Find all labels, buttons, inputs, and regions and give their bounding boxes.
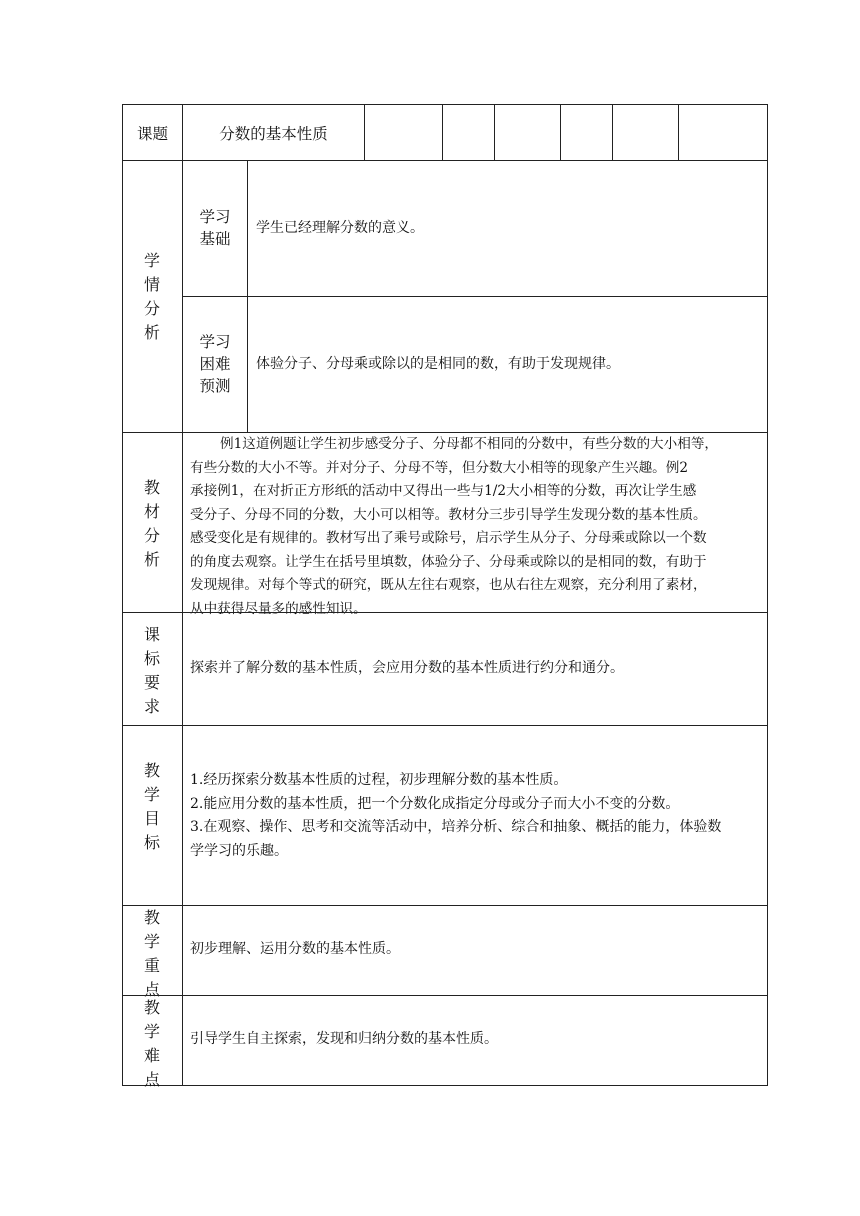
label-char: 学 <box>143 1022 160 1041</box>
textbook-analysis-label <box>142 476 162 572</box>
learning-difficulty-label <box>182 331 248 397</box>
header-empty-cell <box>560 104 613 161</box>
text-line: 有些分数的大小不等。并对分子、分母不等，但分数大小相等的现象产生兴趣。例2 <box>190 459 689 476</box>
curriculum-standard-label <box>142 623 162 719</box>
label-char: 情 <box>143 275 160 294</box>
label-char: 学 <box>143 785 160 804</box>
curriculum-standard-text: 探索并了解分数的基本性质，会应用分数的基本性质进行约分和通分。 <box>190 660 624 676</box>
label-char: 标 <box>143 833 160 852</box>
objective-line: 学学习的乐趣。 <box>190 842 288 859</box>
label-char: 教 <box>143 761 160 780</box>
text-line: 承接例1，在对折正方形纸的活动中又得出一些与1/2大小相等的分数，再次让学生感 <box>190 483 697 499</box>
label-char: 点 <box>143 980 160 999</box>
teaching-objectives-text <box>190 769 764 863</box>
label-char: 目 <box>143 809 160 828</box>
header-empty-cell <box>678 104 768 161</box>
header-empty-cell <box>364 104 443 161</box>
objective-line: 2.能应用分数的基本性质，把一个分数化成指定分母或分子而大小不变的分数。 <box>190 795 680 812</box>
label-char: 材 <box>143 502 160 521</box>
label-char: 学 <box>143 251 160 270</box>
label-char: 标 <box>143 649 160 668</box>
text-line: 发现规律。对每个等式的研究，既从左往右观察，也从右往左观察，充分利用了素材， <box>190 577 707 593</box>
header-empty-cell <box>442 104 495 161</box>
text-line: 受分子、分母不同的分数，大小可以相等。教材分三步引导学生发现分数的基本性质。 <box>190 506 707 523</box>
label-char: 教 <box>143 478 160 497</box>
label-char: 教 <box>143 998 160 1017</box>
teaching-focus-label <box>142 906 162 1002</box>
label-line: 学习 <box>199 208 231 226</box>
teaching-difficulty-text: 引导学生自主探索，发现和归纳分数的基本性质。 <box>190 1031 498 1047</box>
learning-basis-label <box>182 206 248 250</box>
label-line: 学习 <box>199 333 231 351</box>
header-empty-cell <box>612 104 679 161</box>
label-char: 分 <box>143 526 160 545</box>
label-char: 点 <box>143 1070 160 1089</box>
label-char: 分 <box>143 299 160 318</box>
text-line: 感受变化是有规律的。教材写出了乘号或除号，启示学生从分子、分母乘或除以一个数 <box>190 530 707 546</box>
learning-difficulty-text: 体验分子、分母乘或除以的是相同的数，有助于发现规律。 <box>256 356 620 372</box>
text-line: 的角度去观察。让学生在括号里填数，体验分子、分母乘或除以的是相同的数，有助于 <box>190 553 707 570</box>
objective-line: 3.在观察、操作、思考和交流等活动中，培养分析、综合和抽象、概括的能力，体验数 <box>190 819 722 835</box>
label-char: 难 <box>143 1046 160 1065</box>
text-line: 从中获得尽量多的感性知识。 <box>190 600 367 617</box>
label-line: 困难 <box>199 355 231 373</box>
header-label: 课题 <box>136 125 168 143</box>
label-char: 析 <box>143 550 160 569</box>
text-line: 例1这道例题让学生初步感受分子、分母都不相同的分数中，有些分数的大小相等， <box>220 436 719 452</box>
label-char: 课 <box>143 625 160 644</box>
learning-analysis-label <box>142 249 162 345</box>
textbook-analysis-text <box>190 433 764 621</box>
label-char: 要 <box>143 673 160 692</box>
teaching-focus-text: 初步理解、运用分数的基本性质。 <box>190 941 400 957</box>
label-char: 求 <box>143 697 160 716</box>
label-char: 重 <box>143 956 160 975</box>
label-line: 预测 <box>199 377 231 395</box>
learning-basis-text: 学生已经理解分数的意义。 <box>256 220 424 236</box>
teaching-objectives-label <box>142 759 162 855</box>
header-empty-cell <box>494 104 561 161</box>
objective-line: 1.经历探索分数基本性质的过程，初步理解分数的基本性质。 <box>190 772 568 788</box>
label-line: 基础 <box>199 230 231 248</box>
lesson-title: 分数的基本性质 <box>219 125 328 143</box>
label-char: 析 <box>143 323 160 342</box>
teaching-difficulty-label <box>142 996 162 1092</box>
label-char: 学 <box>143 932 160 951</box>
label-char: 教 <box>143 908 160 927</box>
